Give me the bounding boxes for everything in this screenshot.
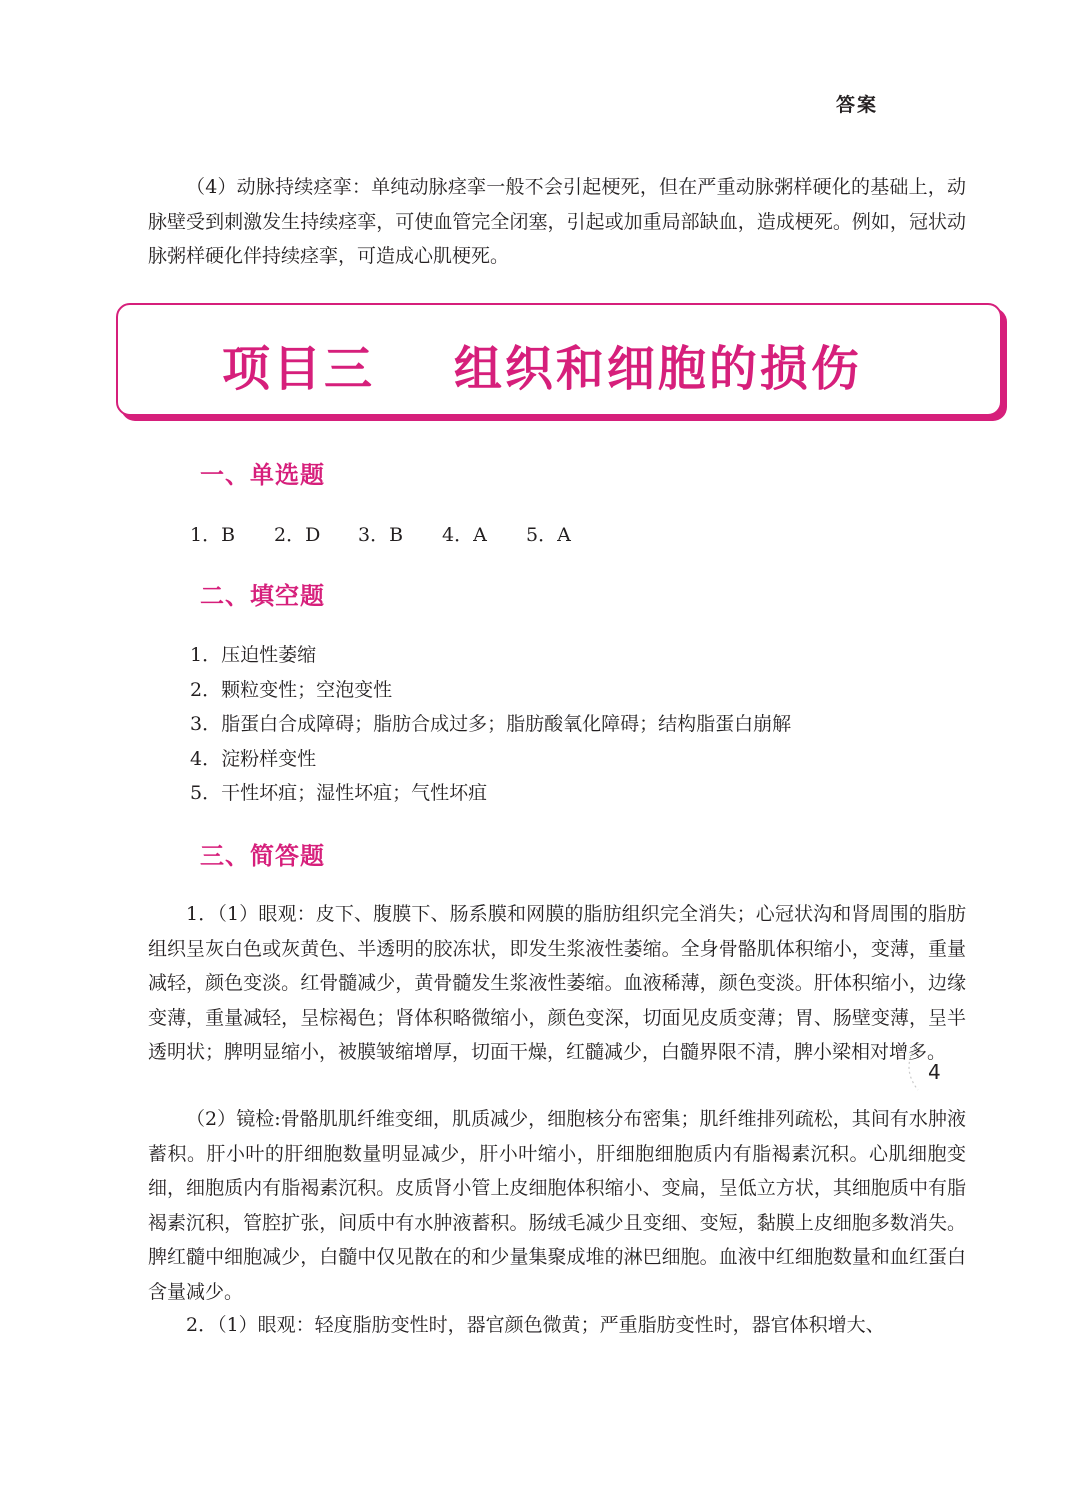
list-item: 3．脂蛋白合成障碍；脂肪合成过多；脂肪酸氧化障碍；结构脂蛋白崩解 <box>190 713 792 735</box>
list-item: 2．颗粒变性；空泡变性 <box>190 678 393 701</box>
answer-item: 4．A <box>442 524 487 546</box>
section-heading-single-choice: 一、单选题 <box>200 460 325 489</box>
answer-item: 1．B <box>190 524 236 546</box>
fill-blank-list <box>190 638 791 811</box>
answer-item: 5．A <box>526 524 571 546</box>
list-item: 4．淀粉样变性 <box>190 747 317 770</box>
section-heading-fill-blank: 二、填空题 <box>200 581 325 610</box>
single-choice-answers <box>190 520 610 547</box>
answer-paragraph: （2）镜检:骨骼肌肌纤维变细，肌质减少，细胞核分布密集；肌纤维排列疏松，其间有水肿液蓄积。肝小叶的肝细胞数量明显减少，肝小叶缩小，肝细胞细胞质内有脂褐素沉积。心肌细胞变细，细胞质内有脂褐素沉积。皮质肾小管上皮细胞体积缩小、变扁，呈低立方状，其细胞质中有脂褐素沉积，管腔扩张，间质中有水肿液蓄积。肠绒毛减少且变细、变短，黏膜上皮细胞多数消失。脾红髓中细胞减少，白髓中仅见散在的和少量集聚成堆的淋巴细胞。血液中红细胞数量和血红蛋白含量减少。 <box>148 1108 966 1303</box>
running-header: 答案 <box>836 94 879 116</box>
project-title-box <box>116 303 1002 416</box>
answer-paragraph: 1．（1）眼观：皮下、腹膜下、肠系膜和网膜的脂肪组织完全消失；心冠状沟和肾周围的脂肪组织呈灰白色或灰黄色、半透明的胶冻状，即发生浆液性萎缩。全身骨骼肌体积缩小，变薄，重量减轻，颜色变淡。红骨髓减少，黄骨髓发生浆液性萎缩。血液稀薄，颜色变淡。肝体积缩小，边缘变薄，重量减轻，呈棕褐色；肾体积略微缩小，颜色变深，切面见皮质变薄；胃、肠壁变薄，呈半透明状；脾明显缩小，被膜皱缩增厚，切面干燥，红髓减少，白髓界限不清，脾小梁相对增多。 <box>148 903 966 1063</box>
list-item: 1．压迫性萎缩 <box>190 644 317 666</box>
answer-paragraph: 2．（1）眼观：轻度脂肪变性时，器官颜色微黄；严重脂肪变性时，器官体积增大、 <box>186 1314 885 1336</box>
list-item: 5．干性坏疽；湿性坏疽；气性坏疽 <box>190 782 488 804</box>
page-number: 4 <box>928 1060 941 1084</box>
project-title: 项目三 组织和细胞的损伤 <box>222 341 862 397</box>
intro-paragraph: （4）动脉持续痉挛：单纯动脉痉挛一般不会引起梗死，但在严重动脉粥样硬化的基础上，动脉壁受到刺激发生持续痉挛，可使血管完全闭塞，引起或加重局部缺血，造成梗死。例如，冠状动脉粥样硬化伴持续痉挛，可造成心肌梗死。 <box>148 176 966 267</box>
answer-item: 3．B <box>358 524 404 546</box>
answer-item: 2．D <box>274 524 321 546</box>
page-corner-decoration-icon <box>898 1042 922 1092</box>
section-heading-short-answer: 三、简答题 <box>200 841 325 870</box>
